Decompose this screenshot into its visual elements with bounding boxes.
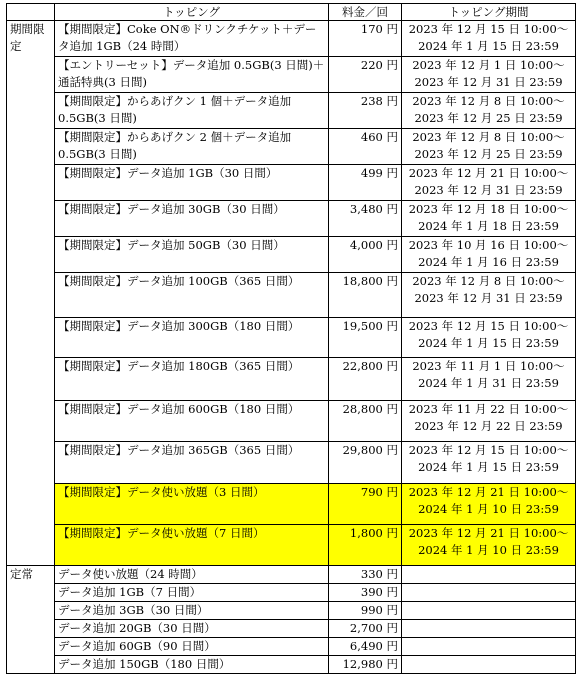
topping-name: データ追加 20GB（30 日間） <box>55 620 329 638</box>
topping-name: 【期間限定】Coke ON®ドリンクチケット＋データ追加 1GB（24 時間） <box>55 21 329 57</box>
category-label: 期間限定 <box>7 21 55 566</box>
period <box>402 584 576 602</box>
price: 460 円 <box>329 129 402 165</box>
topping-name: 【期間限定】データ追加 100GB（365 日間） <box>55 273 329 318</box>
period-start: 2023 年 12 月 8 日 10:00～ <box>412 274 565 288</box>
topping-name: 【期間限定】データ追加 180GB（365 日間） <box>55 358 329 401</box>
price: 29,800 円 <box>329 442 402 484</box>
topping-name: 【エントリーセット】データ追加 0.5GB(3 日間)＋通話特典(3 日間) <box>55 57 329 93</box>
topping-name: データ追加 150GB（180 日間） <box>55 656 329 674</box>
category-label: 定常 <box>7 566 55 674</box>
table-row <box>7 358 576 401</box>
table-row <box>7 484 576 525</box>
price: 18,800 円 <box>329 273 402 318</box>
period-end: 2024 年 1 月 15 日 23:59 <box>418 460 559 474</box>
period-start: 2023 年 12 月 8 日 10:00～ <box>412 130 565 144</box>
table-row <box>7 129 576 165</box>
price: 499 円 <box>329 165 402 201</box>
price: 790 円 <box>329 484 402 525</box>
table-row <box>7 165 576 201</box>
topping-name: 【期間限定】データ追加 300GB（180 日間） <box>55 318 329 358</box>
table-row <box>7 93 576 129</box>
price: 330 円 <box>329 566 402 584</box>
period <box>402 620 576 638</box>
table-row <box>7 525 576 566</box>
period-end: 2024 年 1 月 10 日 23:59 <box>418 502 559 516</box>
period-end: 2024 年 1 月 18 日 23:59 <box>418 219 559 233</box>
price: 390 円 <box>329 584 402 602</box>
table-row <box>7 21 576 57</box>
period-end: 2024 年 1 月 15 日 23:59 <box>418 336 559 350</box>
price: 6,490 円 <box>329 638 402 656</box>
price: 3,480 円 <box>329 201 402 237</box>
period <box>402 273 576 318</box>
price: 2,700 円 <box>329 620 402 638</box>
period <box>402 638 576 656</box>
period <box>402 201 576 237</box>
period <box>402 129 576 165</box>
topping-name: 【期間限定】データ使い放題（3 日間） <box>55 484 329 525</box>
period <box>402 165 576 201</box>
topping-name: データ追加 3GB（30 日間） <box>55 602 329 620</box>
period-start: 2023 年 12 月 15 日 10:00～ <box>408 22 569 36</box>
topping-name: 【期間限定】データ追加 365GB（365 日間） <box>55 442 329 484</box>
period-start: 2023 年 12 月 21 日 10:00～ <box>408 166 569 180</box>
topping-name: 【期間限定】からあげクン 2 個＋データ追加 0.5GB(3 日間) <box>55 129 329 165</box>
period-start: 2023 年 12 月 21 日 10:00～ <box>408 526 569 540</box>
price: 220 円 <box>329 57 402 93</box>
topping-name: データ追加 1GB（7 日間） <box>55 584 329 602</box>
period <box>402 484 576 525</box>
period <box>402 237 576 273</box>
period <box>402 442 576 484</box>
period <box>402 318 576 358</box>
period-end: 2023 年 12 月 25 日 23:59 <box>414 147 563 161</box>
topping-name: データ追加 60GB（90 日間） <box>55 638 329 656</box>
period-start: 2023 年 12 月 15 日 10:00～ <box>408 319 569 333</box>
topping-name: 【期間限定】データ追加 30GB（30 日間） <box>55 201 329 237</box>
table-row <box>7 638 576 656</box>
period-start: 2023 年 11 月 22 日 10:00～ <box>408 402 569 416</box>
table-row <box>7 442 576 484</box>
period <box>402 656 576 674</box>
price: 238 円 <box>329 93 402 129</box>
period <box>402 57 576 93</box>
header-category <box>7 4 55 21</box>
period <box>402 401 576 442</box>
period-end: 2024 年 1 月 10 日 23:59 <box>418 543 559 557</box>
period <box>402 21 576 57</box>
header-topping: トッピング <box>55 4 329 21</box>
topping-name: 【期間限定】データ使い放題（7 日間） <box>55 525 329 566</box>
period <box>402 93 576 129</box>
header-row <box>7 4 576 21</box>
period-end: 2023 年 12 月 31 日 23:59 <box>414 75 563 89</box>
price: 990 円 <box>329 602 402 620</box>
period-end: 2023 年 12 月 22 日 23:59 <box>414 419 563 433</box>
topping-name: 【期間限定】データ追加 50GB（30 日間） <box>55 237 329 273</box>
table-row <box>7 273 576 318</box>
table-row <box>7 57 576 93</box>
table-row <box>7 656 576 674</box>
period <box>402 358 576 401</box>
period <box>402 602 576 620</box>
topping-table <box>6 3 576 674</box>
table-row <box>7 620 576 638</box>
table-row <box>7 584 576 602</box>
period-start: 2023 年 12 月 18 日 10:00～ <box>408 202 569 216</box>
header-period: トッピング期間 <box>402 4 576 21</box>
period-end: 2024 年 1 月 15 日 23:59 <box>418 39 559 53</box>
period-end: 2024 年 1 月 31 日 23:59 <box>418 376 559 390</box>
table-row <box>7 318 576 358</box>
price: 22,800 円 <box>329 358 402 401</box>
period-end: 2023 年 12 月 25 日 23:59 <box>414 111 563 125</box>
period-end: 2023 年 12 月 31 日 23:59 <box>414 291 563 305</box>
price: 19,500 円 <box>329 318 402 358</box>
price: 4,000 円 <box>329 237 402 273</box>
period-end: 2024 年 1 月 16 日 23:59 <box>418 255 559 269</box>
period <box>402 525 576 566</box>
topping-name: データ使い放題（24 時間） <box>55 566 329 584</box>
price: 1,800 円 <box>329 525 402 566</box>
table-row <box>7 566 576 584</box>
period-end: 2023 年 12 月 31 日 23:59 <box>414 183 563 197</box>
topping-name: 【期間限定】データ追加 600GB（180 日間） <box>55 401 329 442</box>
table-row <box>7 201 576 237</box>
period-start: 2023 年 12 月 15 日 10:00～ <box>408 443 569 457</box>
price: 28,800 円 <box>329 401 402 442</box>
period-start: 2023 年 11 月 1 日 10:00～ <box>412 359 565 373</box>
table-row <box>7 602 576 620</box>
period-start: 2023 年 12 月 8 日 10:00～ <box>412 94 565 108</box>
topping-name: 【期間限定】からあげクン 1 個＋データ追加 0.5GB(3 日間) <box>55 93 329 129</box>
period-start: 2023 年 12 月 1 日 10:00～ <box>412 58 565 72</box>
table-row <box>7 401 576 442</box>
price: 170 円 <box>329 21 402 57</box>
period-start: 2023 年 10 月 16 日 10:00～ <box>408 238 569 252</box>
period <box>402 566 576 584</box>
period-start: 2023 年 12 月 21 日 10:00～ <box>408 485 569 499</box>
table-row <box>7 237 576 273</box>
header-price: 料金／回 <box>329 4 402 21</box>
topping-table-body <box>7 21 576 674</box>
price: 12,980 円 <box>329 656 402 674</box>
topping-name: 【期間限定】データ追加 1GB（30 日間） <box>55 165 329 201</box>
